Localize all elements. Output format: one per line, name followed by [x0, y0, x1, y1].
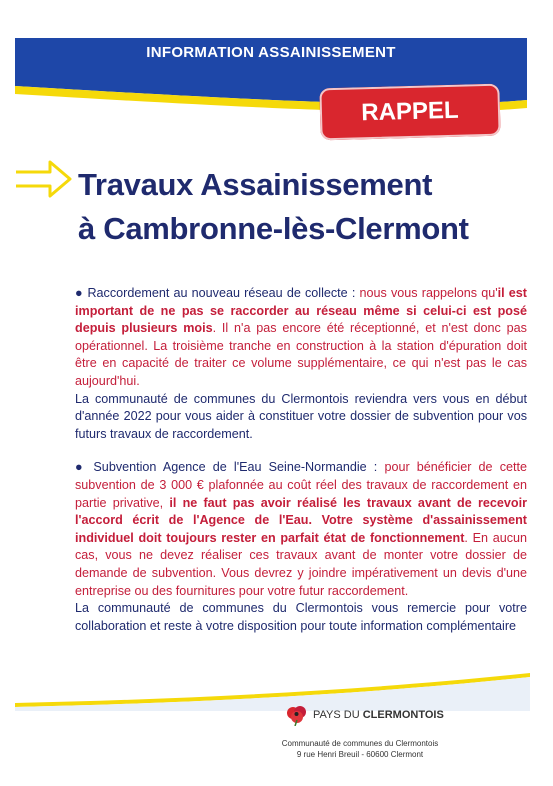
section1-lead: Raccordement au nouveau réseau de collecte : [83, 286, 360, 300]
title-line-2: à Cambronne-lès-Clermont [78, 211, 469, 246]
footer-line-1: Communauté de communes du Clermontois [281, 739, 439, 748]
footer-line-2: 9 rue Henri Breuil - 60600 Clermont [296, 750, 424, 759]
logo-prefix: PAYS DU [313, 709, 363, 721]
page-title [78, 163, 538, 251]
thanks-paragraph: La communauté de communes du Clermontois vous remercie pour votre collaboration et reste à votre disposition pour toute information complémentaire [75, 601, 527, 633]
arrow-right-icon [12, 158, 74, 200]
section1-follow: La communauté de communes du Clermontois reviendra vers vous en début d'année 2022 pour vous aider à constituer votre dossier de subvention pour vos futurs travaux de raccordement. [75, 391, 527, 441]
section-raccordement [75, 285, 527, 391]
section2-part1: pour bénéficier de cette subvention de 3 000 € plafonnée au coût réel des travaux de raccordement en partie privative, [75, 460, 527, 510]
logo-text [313, 709, 444, 721]
section-subvention [75, 459, 527, 600]
title-line-1: Travaux Assainissement [78, 167, 433, 202]
banner-title: INFORMATION ASSAINISSEMENT [146, 44, 396, 61]
bullet-icon: ● [75, 460, 87, 475]
bullet-icon: ● [75, 286, 84, 300]
section1-bold: il est important de ne pas se raccorder au réseau même si celui-ci est posé depuis plusieurs mois [75, 286, 528, 336]
section2-lead: Subvention Agence de l'Eau Seine-Normandie : [86, 460, 385, 475]
rappel-stamp: RAPPEL [319, 84, 500, 141]
poppy-flower-icon [285, 704, 309, 726]
section2-bold: il ne faut pas avoir réalisé les travaux avant de recevoir l'accord écrit de l'Agence de l'Eau. Votre système d'assainissement individuel doit toujours rester en parfait état de fonctionnement [75, 495, 527, 545]
section1-part1: nous vous rappelons qu' [359, 286, 498, 300]
section2-part2: . En aucun cas, vous ne devez réaliser ces travaux avant de monter votre dossier de demande de subvention. Vous devrez y joindre impérativement un devis d'une entreprise ou des fournitures pour votre futur raccordement. [75, 530, 528, 598]
section1-part2: . Il n'a pas encore été réceptionné, et n'est donc pas opérationnel. La troisième tranche en construction à la station d'épuration doit être en capacité de traiter ce volume supplémentaire, ce qui n'est pas le cas aujourd'hui. [75, 321, 527, 388]
body-content [75, 285, 527, 635]
bottom-swoosh [0, 655, 553, 725]
footer-address [250, 738, 470, 760]
logo-name: CLERMONTOIS [362, 709, 444, 721]
